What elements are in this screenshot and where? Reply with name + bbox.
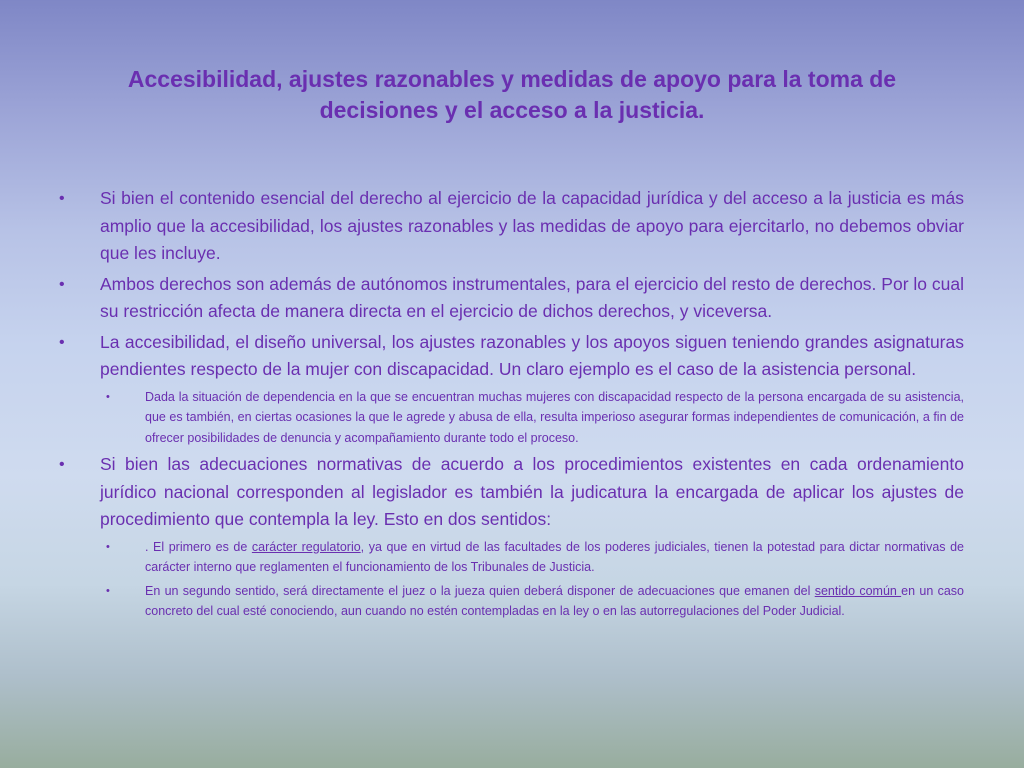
sub-bullet-text-end: en un caso concreto del cual esté conociendo, aun cuando no estén contempladas en la ley o en las autorregulaciones del Poder Judicial. <box>145 583 964 618</box>
bullet-item <box>58 451 964 534</box>
bullet-text: La accesibilidad, el diseño universal, los ajustes razonables y los apoyos siguen teniendo grandes asignaturas pendientes respecto de la mujer con discapacidad. Un claro ejemplo es el caso de la asistencia personal. <box>100 331 964 379</box>
bullet-item <box>58 185 964 268</box>
bullet-text: Si bien el contenido esencial del derecho al ejercicio de la capacidad jurídica y del acceso a la justicia es más amplio que la accesibilidad, los ajustes razonables y las medidas de apoyo para ejercitarlo, no debemos obviar que les incluye. <box>100 188 964 263</box>
bullet-item <box>58 329 964 384</box>
sub-bullet-text-end: , ya que en virtud de las facultades de los poderes judiciales, tienen la potestad para dictar normativas de carácter interno que reglamenten el funcionamiento de los Tribunales de Justicia. <box>145 539 964 574</box>
sub-bullet-item <box>58 387 964 449</box>
bullet-text: Si bien las adecuaciones normativas de acuerdo a los procedimientos existentes en cada ordenamiento jurídico nacional corresponden al legislador es también la judicatura la encargada de aplicar los ajustes de procedimiento que contempla la ley. Esto en dos sentidos: <box>100 454 964 529</box>
sub-bullet-item <box>58 537 964 578</box>
underlined-term: carácter regulatorio <box>251 539 361 554</box>
sub-bullet-text-start: . El primero es de <box>145 539 252 554</box>
bullet-icon: • <box>59 333 65 351</box>
bullet-item <box>58 271 964 326</box>
bullet-icon: • <box>59 275 65 293</box>
sub-bullet-icon: • <box>106 584 110 597</box>
underlined-term: sentido común <box>814 583 902 598</box>
bullet-icon: • <box>59 456 65 473</box>
bullet-icon: • <box>59 190 65 207</box>
sub-bullet-icon: • <box>106 540 110 553</box>
slide-title: Accesibilidad, ajustes razonables y medidas de apoyo para la toma de decisiones y el acceso a la justicia. <box>127 66 897 123</box>
sub-bullet-text: Dada la situación de dependencia en la que se encuentran muchas mujeres con discapacidad respecto de la persona encargada de su asistencia, que es también, en ciertas ocasiones la que le agrede y abusa de ella, resulta imperioso asegurar formas independientes de comunicación, a fin de ofrecer posibilidades de denuncia y acompañamiento durante todo el proceso. <box>145 389 964 445</box>
bullet-text: Ambos derechos son además de autónomos instrumentales, para el ejercicio del resto de derechos. Por lo cual su restricción afecta de manera directa en el ejercicio de dichos derechos, y viceversa. <box>100 273 964 321</box>
sub-bullet-item <box>58 581 964 622</box>
slide-content <box>58 185 964 625</box>
sub-bullet-icon: • <box>106 390 110 403</box>
sub-bullet-text-start: En un segundo sentido, será directamente el juez o la jueza quien deberá disponer de adecuaciones que emanen del <box>145 583 815 598</box>
